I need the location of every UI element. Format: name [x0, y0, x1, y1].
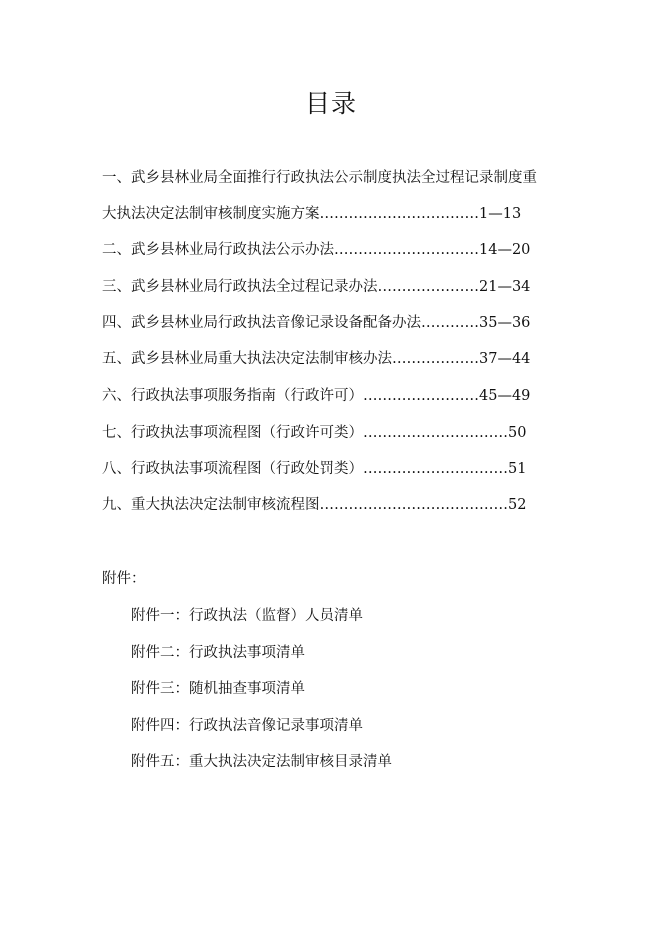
attachment-item-1: 附件一：行政执法（监督）人员清单 [131, 608, 363, 624]
toc-entry-3: 三、武乡县林业局行政执法全过程记录办法…………………21—34 [102, 279, 531, 295]
attachment-item-4: 附件四：行政执法音像记录事项清单 [131, 718, 363, 734]
attachment-item-3: 附件三：随机抽查事项清单 [131, 681, 305, 697]
page-title: 目录 [304, 89, 357, 118]
toc-entry-5: 五、武乡县林业局重大执法决定法制审核办法………………37—44 [102, 351, 531, 367]
toc-entry-7: 七、行政执法事项流程图（行政许可类）…………………………50 [102, 425, 527, 441]
toc-entry-1-continued: 大执法决定法制审核制度实施方案……………………………1—13 [102, 206, 522, 222]
toc-entry-9: 九、重大执法决定法制审核流程图…………………………………52 [102, 497, 527, 513]
attachment-item-5: 附件五：重大执法决定法制审核目录清单 [131, 754, 392, 770]
attachment-item-2: 附件二：行政执法事项清单 [131, 645, 305, 661]
toc-entry-4: 四、武乡县林业局行政执法音像记录设备配备办法…………35—36 [102, 315, 531, 331]
toc-entry-2: 二、武乡县林业局行政执法公示办法…………………………14—20 [102, 242, 531, 258]
toc-entry-6: 六、行政执法事项服务指南（行政许可）……………………45—49 [102, 388, 531, 404]
attachments-label: 附件： [102, 571, 146, 587]
toc-entry-8: 八、行政执法事项流程图（行政处罚类）…………………………51 [102, 461, 527, 477]
toc-entry-1: 一、武乡县林业局全面推行行政执法公示制度执法全过程记录制度重 [102, 170, 537, 186]
